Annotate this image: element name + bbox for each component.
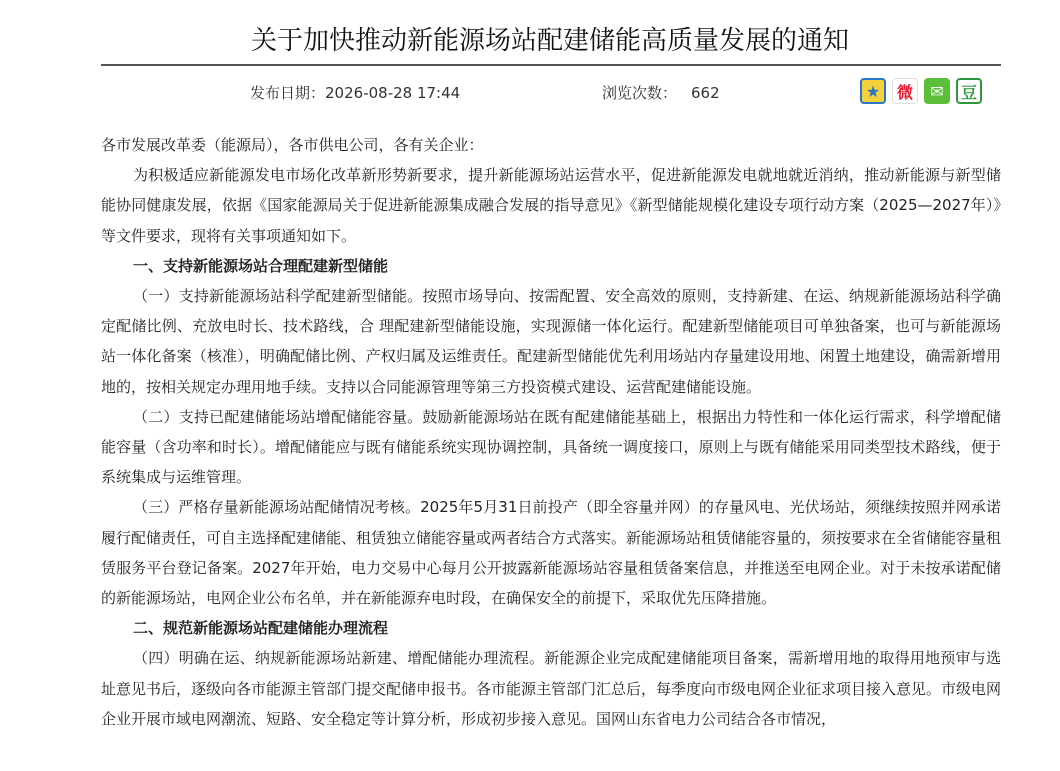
paragraph-item-4: （四）明确在运、纳规新能源场站新建、增配储能办理流程。新能源企业完成配建储能项目备案，需新增用地的取得用地预审与选址意见书后，逐级向各市能源主管部门提交配储申报书。各市能源主管部门汇总后，每季度向市级电网企业征求项目接入意见。市级电网企业开展市域电网潮流、短路、安全稳定等计算分析，形成初步接入意见。国网山东省电力公司结合各市情况， — [101, 649, 1002, 728]
view-count — [602, 82, 720, 104]
title-divider — [101, 64, 1001, 66]
view-count-value: 662 — [691, 84, 720, 102]
paragraph-item-3: （三）严格存量新能源场站配储情况考核。2025年5月31日前投产（即全容量并网）的存量风电、光伏场站，须继续按照并网承诺履行配储责任，可自主选择配建储能、租赁独立储能容量或两者结合方式落实。新能源场站租赁储能容量的，须按要求在全省储能容量租赁服务平台登记备案。2027年开始，电力交易中心每月公开披露新能源场站容量租赁备案信息，并推送至电网企业。对于未按承诺配储的新能源场站，电网企业公布名单，并在新能源弃电时段，在确保安全的前提下，采取优先压降措施。 — [101, 498, 1002, 608]
intro-paragraph: 为积极适应新能源发电市场化改革新形势新要求，提升新能源场站运营水平，促进新能源发电就地就近消纳，推动新能源与新型储能协同健康发展，依据《国家能源局关于促进新能源集成融合发展的指导意见》《新型储能规模化建设专项行动方案（2025—2027年）》等文件要求，现将有关事项通知如下。 — [101, 166, 1001, 245]
wechat-share-icon[interactable]: ✉ — [924, 78, 950, 104]
view-count-label: 浏览次数： — [602, 84, 678, 102]
section-heading-2: 二、规范新能源场站配建储能办理流程 — [133, 619, 389, 638]
salutation: 各市发展改革委（能源局），各市供电公司，各有关企业： — [101, 136, 484, 154]
paragraph-item-1: （一）支持新能源场站科学配建新型储能。按照市场导向、按需配置、安全高效的原则，支持新建、在运、纳规新能源场站科学确定配储比例、充放电时长、技术路线，合 理配建新型储能设施，实现源储一体化运行。配建新型储能项目可单独备案，也可与新能源场站一体化备案（核准），明确配储比例、产权归属及运维责任。配建新型储能优先利用场站内存量建设用地、闲置土地建设，确需新增用地的，按相关规定办理用地手续。支持以合同能源管理等第三方投资模式建设、运营配建储能设施。 — [101, 287, 1001, 396]
weibo-share-icon[interactable]: 微 — [892, 78, 918, 104]
share-bar — [860, 78, 982, 104]
article-body — [101, 130, 1001, 734]
douban-share-icon[interactable]: 豆 — [956, 78, 982, 104]
publish-date-label: 发布日期： — [250, 84, 326, 102]
publish-date-value: 2026-08-28 17:44 — [325, 84, 461, 102]
qzone-share-icon[interactable]: ★ — [860, 78, 886, 104]
paragraph-item-2: （二）支持已配建储能场站增配储能容量。鼓励新能源场站在既有配建储能基础上，根据出力特性和一体化运行需求，科学增配储能容量（含功率和时长）。增配储能应与既有储能系统实现协调控制，具备统一调度接口，原则上与既有储能采用同类型技术路线，便于系统集成与运维管理。 — [101, 407, 1001, 487]
page-title: 关于加快推动新能源场站配建储能高质量发展的通知 — [250, 26, 849, 56]
section-heading-1: 一、支持新能源场站合理配建新型储能 — [133, 256, 389, 275]
publish-date — [250, 82, 460, 104]
